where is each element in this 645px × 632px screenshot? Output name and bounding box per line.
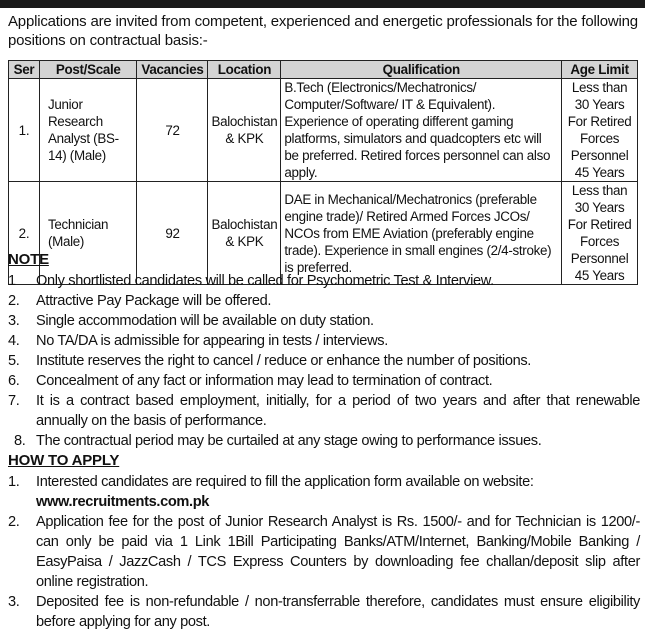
item-text: Deposited fee is non-refundable / non-transferrable therefore, candidates must ensure eligibility before applying for any post. [36,594,640,630]
item-text: It is a contract based employment, initially, for a period of two years and after that renewable annually on the basis of performance. [36,393,640,429]
list-item [8,271,640,291]
cell-ser: 2. [9,182,40,285]
item-number: 3. [8,313,20,329]
list-item [8,391,640,431]
cell-ser: 1. [9,79,40,182]
cell-qualification: DAE in Mechanical/Mechatronics (preferable engine trade)/ Retired Armed Forces JCOs/ NCOs from EME Aviation (preferably engine trade). Experience in small engines (2/4-stroke) is preferred. [281,182,562,285]
cell-post: Technician (Male) [39,182,137,285]
how-to-apply-title: HOW TO APPLY [8,452,120,469]
apply-list [8,472,640,632]
table-row [9,182,638,285]
item-text: Concealment of any fact or information may lead to termination of contract. [36,373,493,389]
list-item [8,592,640,632]
cell-location: Balochistan & KPK [208,182,281,285]
list-item [8,512,640,592]
item-number: 2. [8,293,20,309]
header-vacancies: Vacancies [137,61,208,79]
item-text: Interested candidates are required to fill the application form available on website: [36,474,534,490]
list-item [8,472,640,512]
item-text: The contractual period may be curtailed at any stage owing to performance issues. [36,433,542,449]
item-number: 7. [8,393,20,409]
header-qualification: Qualification [281,61,562,79]
header-post: Post/Scale [39,61,137,79]
item-text: No TA/DA is admissible for appearing in tests / interviews. [36,333,388,349]
item-text: Single accommodation will be available on duty station. [36,313,374,329]
item-number: 8. [14,433,26,449]
item-text: Only shortlisted candidates will be called for Psychometric Test & Interview. [36,273,494,289]
cell-qualification: B.Tech (Electronics/Mechatronics/ Computer/Software/ IT & Equivalent). Experience of operating different gaming platforms, simulators and quadcopters etc will be preferred. Retired forces personnel can also apply. [281,79,562,182]
top-border [0,0,645,8]
item-text-wrapper [36,472,640,512]
header-ser: Ser [9,61,40,79]
header-age-limit: Age Limit [562,61,638,79]
list-item [8,331,640,351]
cell-vacancies: 72 [137,79,208,182]
item-number: 3. [8,594,20,610]
item-number: 4. [8,333,20,349]
list-item [8,371,640,391]
cell-location: Balochistan & KPK [208,79,281,182]
item-text: Application fee for the post of Junior Research Analyst is Rs. 1500/- and for Technician is 1200/- can only be paid via 1 Link 1Bill Participating Banks/ATM/Internet, Banking/Mobile Banking / EasyPaisa / JazzCash / TCS Express Counters by downloading fee challan/deposit slip after online registration. [36,514,640,590]
note-list [8,271,640,451]
item-text: Institute reserves the right to cancel / reduce or enhance the number of positions. [36,353,532,369]
table-header-row [9,61,638,79]
list-item [14,431,640,451]
item-number: 5. [8,353,20,369]
cell-post: Junior Research Analyst (BS-14) (Male) [39,79,137,182]
list-item [8,351,640,371]
item-text: Attractive Pay Package will be offered. [36,293,272,309]
table-row [9,79,638,182]
list-item [8,311,640,331]
website-link[interactable]: www.recruitments.com.pk [36,494,210,510]
cell-age-limit: Less than 30 Years For Retired Forces Personnel 45 Years [562,79,638,182]
header-location: Location [208,61,281,79]
cell-age-limit: Less than 30 Years For Retired Forces Personnel 45 Years [562,182,638,285]
list-item [8,291,640,311]
cell-vacancies: 92 [137,182,208,285]
intro-paragraph: Applications are invited from competent, experienced and energetic professionals for the following positions on contractual basis:- [8,13,638,49]
positions-table [8,60,638,285]
item-number: 1 [8,273,16,289]
item-number: 1. [8,474,20,490]
item-number: 2. [8,514,20,530]
item-number: 6. [8,373,20,389]
note-title: NOTE [8,251,49,268]
